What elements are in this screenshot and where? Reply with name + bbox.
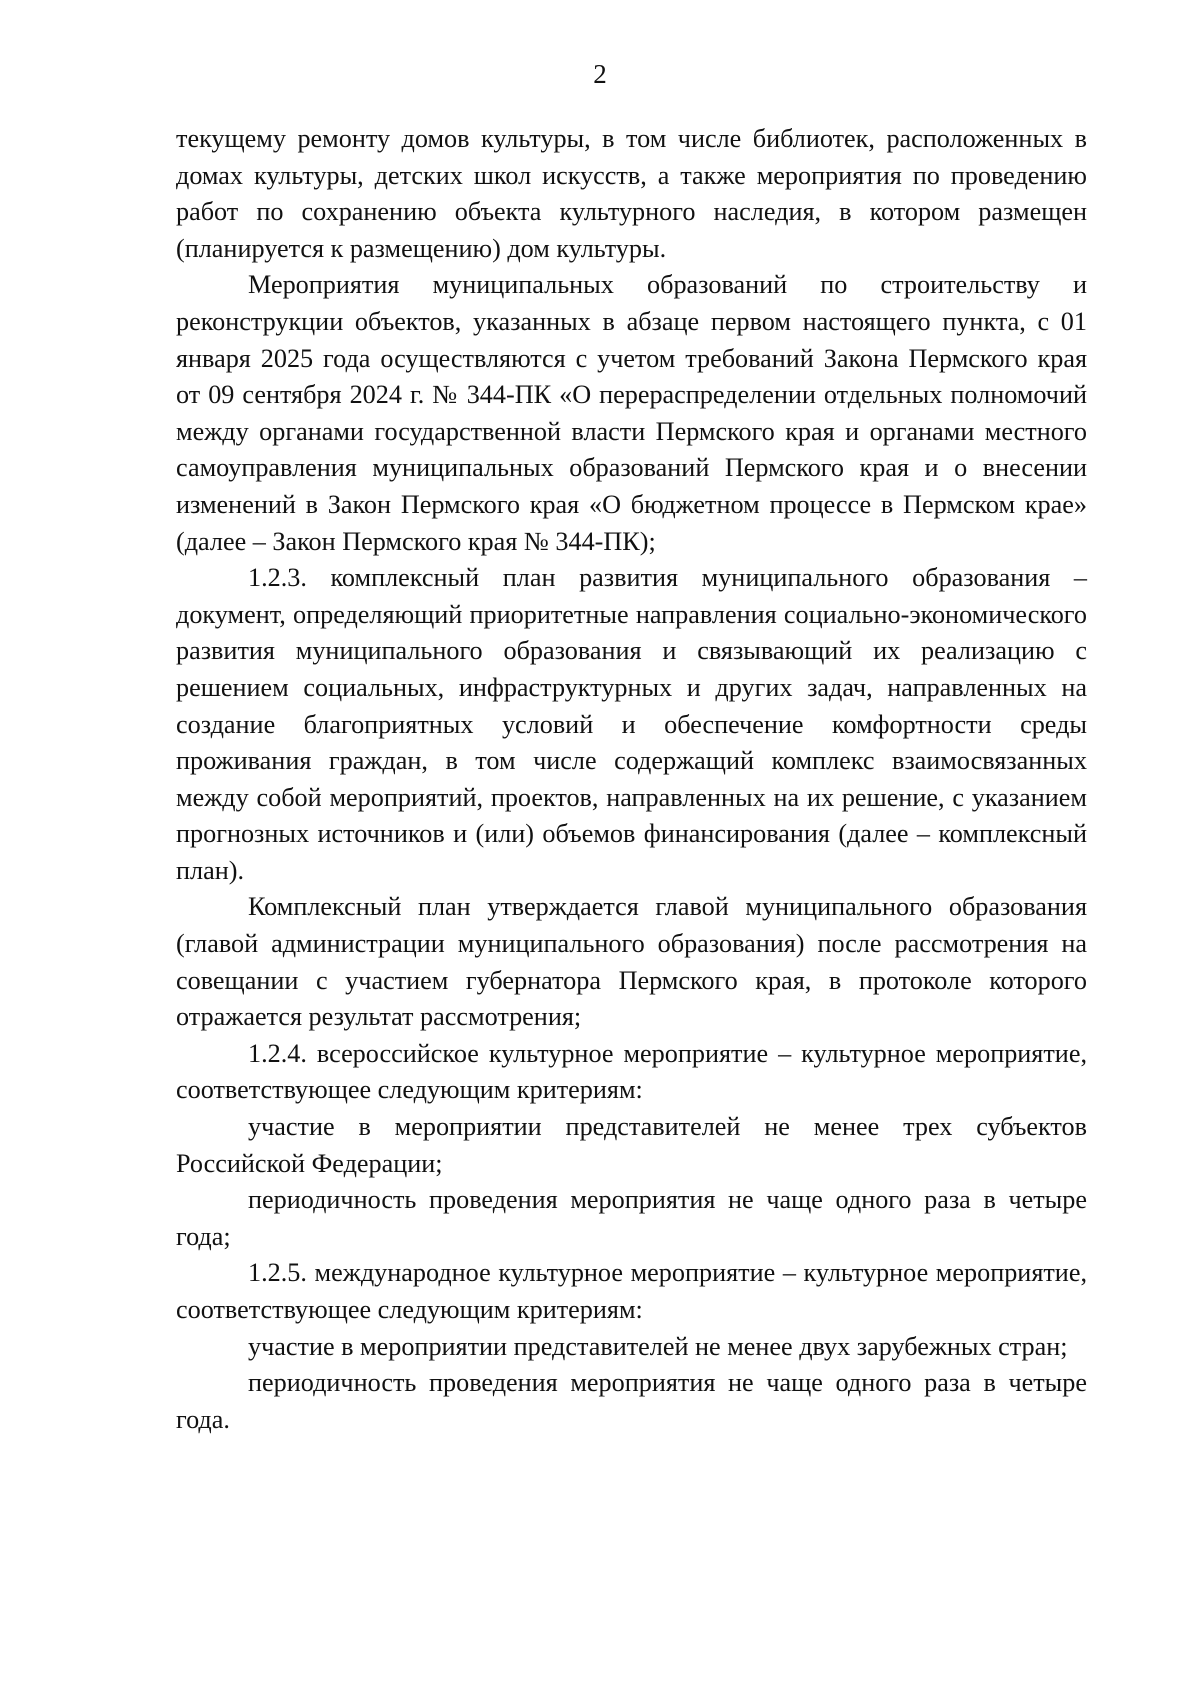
paragraph-1-2-4-all-russian-event: 1.2.4. всероссийское культурное мероприятие – культурное мероприятие, соответствующее следующим критериям: xyxy=(176,1038,1087,1105)
paragraph-criterion-periodicity: периодичность проведения мероприятия не чаще одного раза в четыре года; xyxy=(176,1185,1087,1251)
paragraph-plan-approval: Комплексный план утверждается главой муниципального образования (главой администрации муниципального образования) после рассмотрения на совещании с участием губернатора Пермского края, в протоколе которого отражается результат рассмотрения; xyxy=(176,892,1087,1032)
document-body xyxy=(176,121,1087,1438)
page-number: 2 xyxy=(593,59,607,89)
paragraph-1-2-5-international-event: 1.2.5. международное культурное мероприятие – культурное мероприятие, соответствующее следующим критериям: xyxy=(176,1258,1087,1324)
paragraph-criterion-countries: участие в мероприятии представителей не менее двух зарубежных стран; xyxy=(248,1331,1068,1361)
paragraph-criterion-subjects: участие в мероприятии представителей не менее трех субъектов Российской Федерации; xyxy=(176,1112,1087,1178)
paragraph-construction-measures: Мероприятия муниципальных образований по строительству и реконструкции объектов, указанных в абзаце первом настоящего пункта, с 01 января 2025 года осуществляются с учетом требований Закона Пермского края от 09 сентября 2024 г. № 344-ПК «О перераспределении отдельных полномочий между органами государственной власти Пермского края и органами местного самоуправления муниципальных образований Пермского края и о внесении изменений в Закон Пермского края «О бюджетном процессе в Пермском крае» (далее – Закон Пермского края № 344-ПК); xyxy=(176,270,1087,556)
paragraph-criterion-periodicity-international: периодичность проведения мероприятия не чаще одного раза в четыре года. xyxy=(176,1368,1087,1434)
paragraph-1-2-3-complex-plan: 1.2.3. комплексный план развития муниципального образования – документ, определяющий приоритетные направления социально-экономического развития муниципального образования и связывающий их реализацию с решением социальных, инфраструктурных и других задач, направленных на создание благоприятных условий и обеспечение комфортности среды проживания граждан, в том числе содержащий комплекс взаимосвязанных между собой мероприятий, проектов, направленных на их решение, с указанием прогнозных источников и (или) объемов финансирования (далее – комплексный план). xyxy=(176,563,1087,885)
paragraph-continuation: текущему ремонту домов культуры, в том числе библиотек, расположенных в домах культуры, детских школ искусств, а также мероприятия по проведению работ по сохранению объекта культурного наследия, в котором размещен (планируется к размещению) дом культуры. xyxy=(176,124,1087,263)
